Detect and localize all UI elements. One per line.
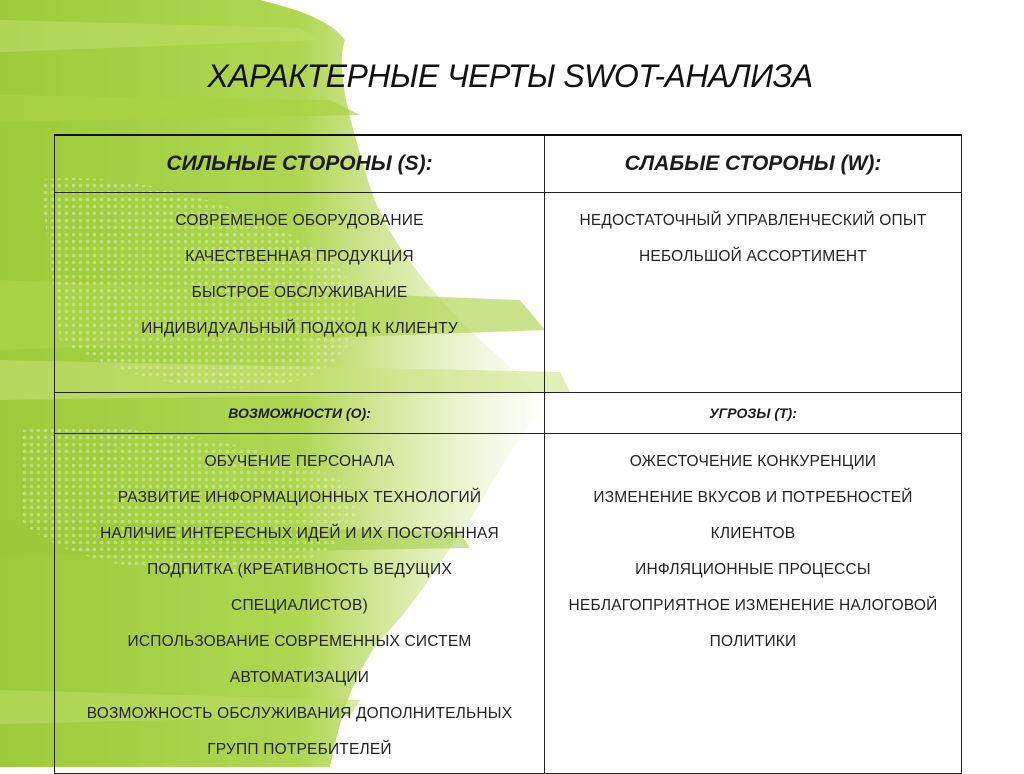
strength-item: СОВРЕМЕНОЕ ОБОРУДОВАНИЕ (175, 211, 424, 229)
threat-item: ОЖЕСТОЧЕНИЕ КОНКУРЕНЦИИ (629, 453, 877, 471)
weakness-item: НЕБОЛЬШОЙ АССОРТИМЕНТ (639, 247, 867, 265)
opportunities-list (55, 434, 544, 768)
strengths-header: СИЛЬНЫЕ СТОРОНЫ (S): (166, 152, 433, 175)
opportunity-item: НАЛИЧИЕ ИНТЕРЕСНЫХ ИДЕЙ И ИХ ПОСТОЯННАЯ (100, 525, 499, 543)
strength-item: КАЧЕСТВЕННАЯ ПРОДУКЦИЯ (185, 247, 414, 265)
weaknesses-header-cell (545, 135, 962, 192)
opportunity-item: ВОЗМОЖНОСТЬ ОБСЛУЖИВАНИЯ ДОПОЛНИТЕЛЬНЫХ (86, 705, 513, 723)
threats-header: УГРОЗЫ (Т): (709, 404, 797, 421)
weaknesses-cell (545, 192, 962, 392)
strengths-cell (55, 192, 545, 392)
swot-table (54, 134, 962, 774)
threat-item: КЛИЕНТОВ (710, 525, 796, 543)
opportunities-header: ВОЗМОЖНОСТИ (О): (228, 404, 371, 421)
strength-item: ИНДИВИДУАЛЬНЫЙ ПОДХОД К КЛИЕНТУ (141, 319, 458, 337)
threat-item: ИЗМЕНЕНИЕ ВКУСОВ И ПОТРЕБНОСТЕЙ (593, 489, 913, 507)
strengths-header-cell (55, 135, 545, 192)
threats-header-cell (545, 392, 962, 434)
opportunity-item: РАЗВИТИЕ ИНФОРМАЦИОННЫХ ТЕХНОЛОГИЙ (117, 489, 482, 507)
weakness-item: НЕДОСТАТОЧНЫЙ УПРАВЛЕНЧЕСКИЙ ОПЫТ (579, 211, 927, 229)
weaknesses-header: СЛАБЫЕ СТОРОНЫ (W): (624, 152, 882, 175)
opportunity-item: ГРУПП ПОТРЕБИТЕЛЕЙ (207, 741, 392, 759)
opportunity-item: СПЕЦИАЛИСТОВ) (231, 597, 368, 615)
opportunity-item: ПОДПИТКА (КРЕАТИВНОСТЬ ВЕДУЩИХ (147, 561, 452, 579)
opportunities-cell (55, 434, 545, 774)
opportunity-item: ОБУЧЕНИЕ ПЕРСОНАЛА (204, 453, 395, 471)
opportunity-item: АВТОМАТИЗАЦИИ (229, 669, 370, 687)
strengths-list (55, 193, 544, 347)
threats-cell (545, 434, 962, 774)
page-title: ХАРАКТЕРНЫЕ ЧЕРТЫ SWOT-АНАЛИЗА (207, 58, 813, 94)
threat-item: ПОЛИТИКИ (709, 633, 797, 651)
threat-item: НЕБЛАГОПРИЯТНОЕ ИЗМЕНЕНИЕ НАЛОГОВОЙ (568, 597, 938, 615)
opportunity-item: ИСПОЛЬЗОВАНИЕ СОВРЕМЕННЫХ СИСТЕМ (127, 633, 472, 651)
threats-list (545, 434, 961, 660)
weaknesses-list (545, 193, 961, 275)
opportunities-header-cell (55, 392, 545, 434)
strength-item: БЫСТРОЕ ОБСЛУЖИВАНИЕ (191, 283, 408, 301)
threat-item: ИНФЛЯЦИОННЫЕ ПРОЦЕССЫ (635, 561, 871, 579)
